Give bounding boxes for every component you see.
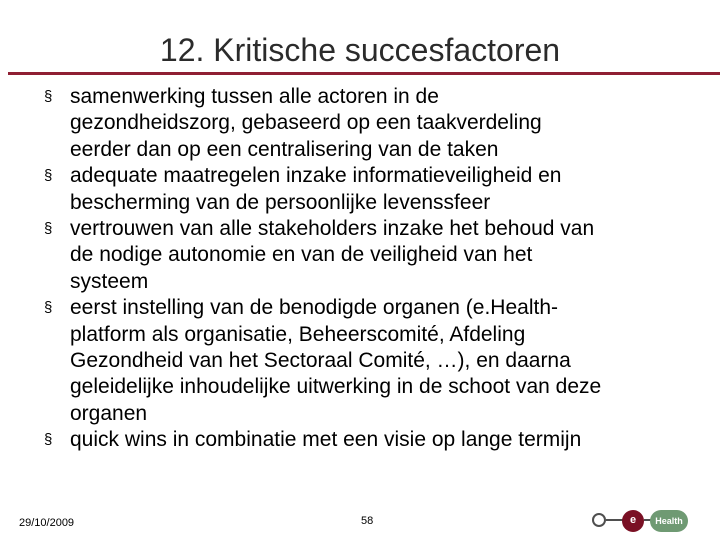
bullet-line: adequate maatregelen inzake informatieveiligheid en [70,164,562,188]
bullet-line: samenwerking tussen alle actoren in de [70,85,439,108]
bullet-line: bescherming van de persoonlijke levenssfeer [70,190,491,214]
bullet-item [44,216,694,295]
bullet-marker: § [44,299,53,317]
bullet-line: platform als organisatie, Beheerscomité, Afdeling [70,322,526,346]
bullet-marker: § [44,220,53,238]
page-number: 58 [361,515,374,527]
bullet-line: organen [70,401,148,425]
bullet-line: eerder dan op een centralisering van de taken [70,137,499,161]
bullet-list [44,84,694,454]
logo-health-pill: Health [650,510,688,532]
slide-title: 12. Kritische succesfactoren [159,32,561,68]
title-divider [8,72,720,75]
bullet-item [44,84,694,163]
bullet-marker: § [44,431,53,449]
bullet-item [44,295,694,427]
bullet-marker: § [44,88,53,105]
logo-e-circle: e [622,510,644,532]
bullet-line: quick wins in combinatie met een visie op lange termijn [70,428,582,452]
footer-date: 29/10/2009 [19,517,75,529]
bullet-line: gezondheidszorg, gebaseerd op een taakverdeling [70,111,542,135]
bullet-line: geleidelijke inhoudelijke uitwerking in de schoot van deze [70,375,602,399]
ehealth-logo [590,508,690,534]
bullet-line: vertrouwen van alle stakeholders inzake het behoud van [70,217,595,241]
bullet-line: systeem [70,269,149,293]
logo-ring-icon [592,513,606,527]
bullet-item [44,163,694,216]
bullet-line: Gezondheid van het Sectoraal Comité, …), en daarna [70,349,571,373]
bullet-item [44,427,694,453]
bullet-marker: § [44,167,53,185]
bullet-line: de nodige autonomie en van de veiligheid van het [70,243,533,267]
bullet-line: eerst instelling van de benodigde organen (e.Health- [70,296,558,320]
